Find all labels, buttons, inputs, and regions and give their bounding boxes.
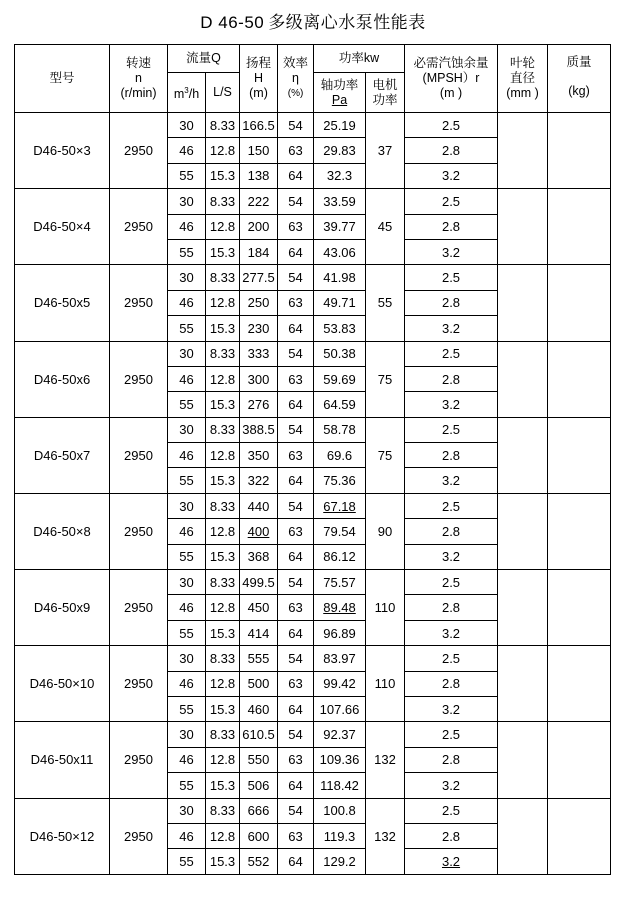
header-efficiency: 效率 η (%) <box>278 45 314 113</box>
npsh-value: 3.2 <box>405 163 498 188</box>
flow-m3h: 46 <box>168 595 206 620</box>
flow-ls: 8.33 <box>206 493 240 518</box>
mass-value <box>548 493 611 569</box>
head-value: 277.5 <box>240 265 278 290</box>
efficiency-value: 63 <box>278 595 314 620</box>
npsh-value: 3.2 <box>405 696 498 721</box>
efficiency-value: 64 <box>278 773 314 798</box>
flow-m3h: 46 <box>168 290 206 315</box>
flow-m3h: 55 <box>168 544 206 569</box>
efficiency-value: 64 <box>278 468 314 493</box>
flow-m3h: 55 <box>168 849 206 874</box>
flow-m3h: 30 <box>168 113 206 138</box>
efficiency-value: 64 <box>278 392 314 417</box>
head-value: 440 <box>240 493 278 518</box>
efficiency-value: 63 <box>278 138 314 163</box>
pump-model: D46-50x5 <box>15 265 110 341</box>
flow-ls: 15.3 <box>206 773 240 798</box>
npsh-value: 2.8 <box>405 366 498 391</box>
motor-power-value: 55 <box>366 265 405 341</box>
shaft-power-value: 25.19 <box>314 113 366 138</box>
flow-ls: 15.3 <box>206 849 240 874</box>
head-value: 600 <box>240 823 278 848</box>
header-motor-power: 电机 功率 <box>366 73 405 113</box>
table-row <box>15 722 611 747</box>
table-row <box>15 798 611 823</box>
pump-model: D46-50×10 <box>15 646 110 722</box>
pump-speed: 2950 <box>110 189 168 265</box>
npsh-value: 2.5 <box>405 798 498 823</box>
pump-speed: 2950 <box>110 493 168 569</box>
impeller-value <box>498 113 548 189</box>
efficiency-value: 64 <box>278 163 314 188</box>
table-row <box>15 493 611 518</box>
head-value: 150 <box>240 138 278 163</box>
shaft-power-value: 64.59 <box>314 392 366 417</box>
motor-power-value: 110 <box>366 570 405 646</box>
flow-ls: 15.3 <box>206 620 240 645</box>
head-value: 276 <box>240 392 278 417</box>
motor-power-value: 45 <box>366 189 405 265</box>
flow-ls: 8.33 <box>206 722 240 747</box>
pump-speed: 2950 <box>110 341 168 417</box>
table-row <box>15 570 611 595</box>
header-model: 型号 <box>15 45 110 113</box>
title-name: 多级离心水泵性能表 <box>268 13 426 32</box>
performance-table <box>14 44 611 875</box>
shaft-power-value: 129.2 <box>314 849 366 874</box>
header-flow-ls: L/S <box>206 73 240 113</box>
npsh-value: 2.8 <box>405 519 498 544</box>
head-value: 550 <box>240 747 278 772</box>
npsh-value: 2.5 <box>405 113 498 138</box>
shaft-power-value: 119.3 <box>314 823 366 848</box>
efficiency-value: 54 <box>278 493 314 518</box>
flow-ls: 8.33 <box>206 189 240 214</box>
table-body <box>15 113 611 875</box>
flow-m3h: 46 <box>168 138 206 163</box>
npsh-value: 3.2 <box>405 316 498 341</box>
mass-value <box>548 341 611 417</box>
flow-m3h: 30 <box>168 341 206 366</box>
motor-power-value: 75 <box>366 341 405 417</box>
impeller-value <box>498 189 548 265</box>
efficiency-value: 64 <box>278 544 314 569</box>
impeller-value <box>498 341 548 417</box>
head-value: 450 <box>240 595 278 620</box>
flow-m3h: 30 <box>168 570 206 595</box>
head-value: 414 <box>240 620 278 645</box>
npsh-value: 2.5 <box>405 341 498 366</box>
header-head: 扬程 H (m) <box>240 45 278 113</box>
head-value: 368 <box>240 544 278 569</box>
npsh-value: 2.5 <box>405 493 498 518</box>
head-value: 610.5 <box>240 722 278 747</box>
efficiency-value: 63 <box>278 671 314 696</box>
header-speed: 转速 n (r/min) <box>110 45 168 113</box>
header-npsh: 必需汽蚀余量 (MPSH）r (m ) <box>405 45 498 113</box>
flow-m3h: 46 <box>168 671 206 696</box>
shaft-power-value: 58.78 <box>314 417 366 442</box>
flow-m3h: 30 <box>168 417 206 442</box>
shaft-power-value: 75.36 <box>314 468 366 493</box>
head-value: 230 <box>240 316 278 341</box>
table-row <box>15 417 611 442</box>
shaft-power-value: 83.97 <box>314 646 366 671</box>
efficiency-value: 54 <box>278 417 314 442</box>
pump-model: D46-50×12 <box>15 798 110 874</box>
head-value: 222 <box>240 189 278 214</box>
shaft-power-value: 96.89 <box>314 620 366 645</box>
pump-model: D46-50x7 <box>15 417 110 493</box>
efficiency-value: 54 <box>278 798 314 823</box>
flow-ls: 8.33 <box>206 798 240 823</box>
head-value: 350 <box>240 443 278 468</box>
head-value: 500 <box>240 671 278 696</box>
head-value: 138 <box>240 163 278 188</box>
efficiency-value: 64 <box>278 239 314 264</box>
efficiency-value: 63 <box>278 443 314 468</box>
npsh-value: 2.8 <box>405 671 498 696</box>
flow-m3h: 55 <box>168 696 206 721</box>
flow-ls: 8.33 <box>206 265 240 290</box>
header-shaft-power: 轴功率 Pa <box>314 73 366 113</box>
efficiency-value: 63 <box>278 290 314 315</box>
flow-ls: 15.3 <box>206 696 240 721</box>
shaft-power-value: 75.57 <box>314 570 366 595</box>
head-value: 555 <box>240 646 278 671</box>
efficiency-value: 63 <box>278 519 314 544</box>
npsh-value: 3.2 <box>405 849 498 874</box>
flow-m3h: 46 <box>168 443 206 468</box>
motor-power-value: 132 <box>366 722 405 798</box>
flow-ls: 12.8 <box>206 138 240 163</box>
flow-m3h: 46 <box>168 214 206 239</box>
efficiency-value: 64 <box>278 620 314 645</box>
head-value: 166.5 <box>240 113 278 138</box>
pump-speed: 2950 <box>110 265 168 341</box>
shaft-power-value: 53.83 <box>314 316 366 341</box>
flow-ls: 12.8 <box>206 443 240 468</box>
head-value: 322 <box>240 468 278 493</box>
table-header <box>15 45 611 113</box>
efficiency-value: 64 <box>278 316 314 341</box>
pump-model: D46-50×8 <box>15 493 110 569</box>
pump-speed: 2950 <box>110 646 168 722</box>
shaft-power-value: 69.6 <box>314 443 366 468</box>
mass-value <box>548 798 611 874</box>
efficiency-value: 63 <box>278 823 314 848</box>
shaft-power-value: 92.37 <box>314 722 366 747</box>
flow-ls: 12.8 <box>206 747 240 772</box>
flow-m3h: 55 <box>168 773 206 798</box>
npsh-value: 2.8 <box>405 290 498 315</box>
pump-speed: 2950 <box>110 722 168 798</box>
flow-ls: 15.3 <box>206 316 240 341</box>
shaft-power-value: 32.3 <box>314 163 366 188</box>
head-value: 666 <box>240 798 278 823</box>
pump-speed: 2950 <box>110 570 168 646</box>
efficiency-value: 63 <box>278 747 314 772</box>
impeller-value <box>498 722 548 798</box>
impeller-value <box>498 798 548 874</box>
table-row <box>15 341 611 366</box>
head-value: 300 <box>240 366 278 391</box>
table-row <box>15 189 611 214</box>
shaft-power-value: 107.66 <box>314 696 366 721</box>
header-flow-m3h: $m^3/h$ <box>168 73 206 113</box>
impeller-value <box>498 417 548 493</box>
head-value: 400 <box>240 519 278 544</box>
head-value: 200 <box>240 214 278 239</box>
header-impeller: 叶轮 直径 (mm ) <box>498 45 548 113</box>
flow-m3h: 55 <box>168 392 206 417</box>
efficiency-value: 54 <box>278 341 314 366</box>
npsh-value: 2.8 <box>405 443 498 468</box>
npsh-value: 2.5 <box>405 265 498 290</box>
header-flow: 流量Q <box>168 45 240 73</box>
efficiency-value: 54 <box>278 722 314 747</box>
mass-value <box>548 189 611 265</box>
header-power: 功率kw <box>314 45 405 73</box>
shaft-power-value: 89.48 <box>314 595 366 620</box>
shaft-power-value: 86.12 <box>314 544 366 569</box>
efficiency-value: 54 <box>278 265 314 290</box>
mass-value <box>548 570 611 646</box>
npsh-value: 2.8 <box>405 823 498 848</box>
efficiency-value: 64 <box>278 849 314 874</box>
flow-m3h: 30 <box>168 798 206 823</box>
flow-m3h: 55 <box>168 620 206 645</box>
efficiency-value: 54 <box>278 113 314 138</box>
npsh-value: 2.8 <box>405 747 498 772</box>
flow-ls: 8.33 <box>206 341 240 366</box>
shaft-power-value: 41.98 <box>314 265 366 290</box>
flow-m3h: 46 <box>168 519 206 544</box>
flow-m3h: 55 <box>168 163 206 188</box>
npsh-value: 2.5 <box>405 646 498 671</box>
shaft-power-value: 49.71 <box>314 290 366 315</box>
npsh-value: 2.8 <box>405 595 498 620</box>
npsh-value: 3.2 <box>405 239 498 264</box>
npsh-value: 2.5 <box>405 722 498 747</box>
motor-power-value: 75 <box>366 417 405 493</box>
flow-ls: 12.8 <box>206 214 240 239</box>
efficiency-value: 63 <box>278 366 314 391</box>
flow-m3h: 46 <box>168 747 206 772</box>
head-value: 499.5 <box>240 570 278 595</box>
mass-value <box>548 417 611 493</box>
npsh-value: 2.8 <box>405 214 498 239</box>
efficiency-value: 54 <box>278 570 314 595</box>
motor-power-value: 90 <box>366 493 405 569</box>
npsh-value: 2.5 <box>405 189 498 214</box>
flow-ls: 15.3 <box>206 163 240 188</box>
shaft-power-value: 59.69 <box>314 366 366 391</box>
mass-value <box>548 722 611 798</box>
efficiency-value: 54 <box>278 189 314 214</box>
pump-model: D46-50×3 <box>15 113 110 189</box>
npsh-value: 3.2 <box>405 773 498 798</box>
flow-ls: 15.3 <box>206 468 240 493</box>
flow-ls: 12.8 <box>206 519 240 544</box>
impeller-value <box>498 493 548 569</box>
impeller-value <box>498 646 548 722</box>
motor-power-value: 110 <box>366 646 405 722</box>
flow-m3h: 30 <box>168 493 206 518</box>
flow-ls: 12.8 <box>206 366 240 391</box>
mass-value <box>548 646 611 722</box>
pump-speed: 2950 <box>110 113 168 189</box>
shaft-power-value: 67.18 <box>314 493 366 518</box>
shaft-power-value: 79.54 <box>314 519 366 544</box>
flow-ls: 12.8 <box>206 823 240 848</box>
pump-model: D46-50x9 <box>15 570 110 646</box>
flow-ls: 15.3 <box>206 544 240 569</box>
head-value: 506 <box>240 773 278 798</box>
flow-ls: 15.3 <box>206 392 240 417</box>
flow-ls: 8.33 <box>206 417 240 442</box>
flow-m3h: 30 <box>168 722 206 747</box>
pump-speed: 2950 <box>110 798 168 874</box>
mass-value <box>548 113 611 189</box>
pump-model: D46-50x11 <box>15 722 110 798</box>
flow-m3h: 30 <box>168 189 206 214</box>
shaft-power-value: 99.42 <box>314 671 366 696</box>
shaft-power-value: 50.38 <box>314 341 366 366</box>
npsh-value: 2.5 <box>405 570 498 595</box>
shaft-power-value: 43.06 <box>314 239 366 264</box>
impeller-value <box>498 265 548 341</box>
page-title <box>0 8 626 33</box>
table-row <box>15 265 611 290</box>
efficiency-value: 64 <box>278 696 314 721</box>
head-value: 333 <box>240 341 278 366</box>
mass-value <box>548 265 611 341</box>
npsh-value: 3.2 <box>405 544 498 569</box>
flow-ls: 12.8 <box>206 290 240 315</box>
pump-speed: 2950 <box>110 417 168 493</box>
head-value: 250 <box>240 290 278 315</box>
pump-model: D46-50×4 <box>15 189 110 265</box>
shaft-power-value: 29.83 <box>314 138 366 163</box>
shaft-power-value: 39.77 <box>314 214 366 239</box>
table-row <box>15 646 611 671</box>
flow-ls: 12.8 <box>206 671 240 696</box>
efficiency-value: 63 <box>278 214 314 239</box>
shaft-power-value: 33.59 <box>314 189 366 214</box>
flow-ls: 15.3 <box>206 239 240 264</box>
shaft-power-value: 109.36 <box>314 747 366 772</box>
header-mass: 质量 (kg) <box>548 45 611 113</box>
motor-power-value: 37 <box>366 113 405 189</box>
flow-m3h: 46 <box>168 823 206 848</box>
flow-ls: 8.33 <box>206 646 240 671</box>
npsh-value: 2.8 <box>405 138 498 163</box>
shaft-power-value: 100.8 <box>314 798 366 823</box>
head-value: 552 <box>240 849 278 874</box>
efficiency-value: 54 <box>278 646 314 671</box>
head-value: 388.5 <box>240 417 278 442</box>
npsh-value: 3.2 <box>405 392 498 417</box>
flow-ls: 8.33 <box>206 570 240 595</box>
flow-ls: 12.8 <box>206 595 240 620</box>
npsh-value: 2.5 <box>405 417 498 442</box>
flow-m3h: 46 <box>168 366 206 391</box>
npsh-value: 3.2 <box>405 468 498 493</box>
table-row <box>15 113 611 138</box>
title-model: D 46-50 <box>200 13 265 32</box>
pump-model: D46-50x6 <box>15 341 110 417</box>
flow-m3h: 30 <box>168 646 206 671</box>
npsh-value: 3.2 <box>405 620 498 645</box>
flow-ls: 8.33 <box>206 113 240 138</box>
flow-m3h: 55 <box>168 239 206 264</box>
head-value: 460 <box>240 696 278 721</box>
flow-m3h: 55 <box>168 316 206 341</box>
motor-power-value: 132 <box>366 798 405 874</box>
shaft-power-value: 118.42 <box>314 773 366 798</box>
flow-m3h: 30 <box>168 265 206 290</box>
head-value: 184 <box>240 239 278 264</box>
flow-m3h: 55 <box>168 468 206 493</box>
impeller-value <box>498 570 548 646</box>
